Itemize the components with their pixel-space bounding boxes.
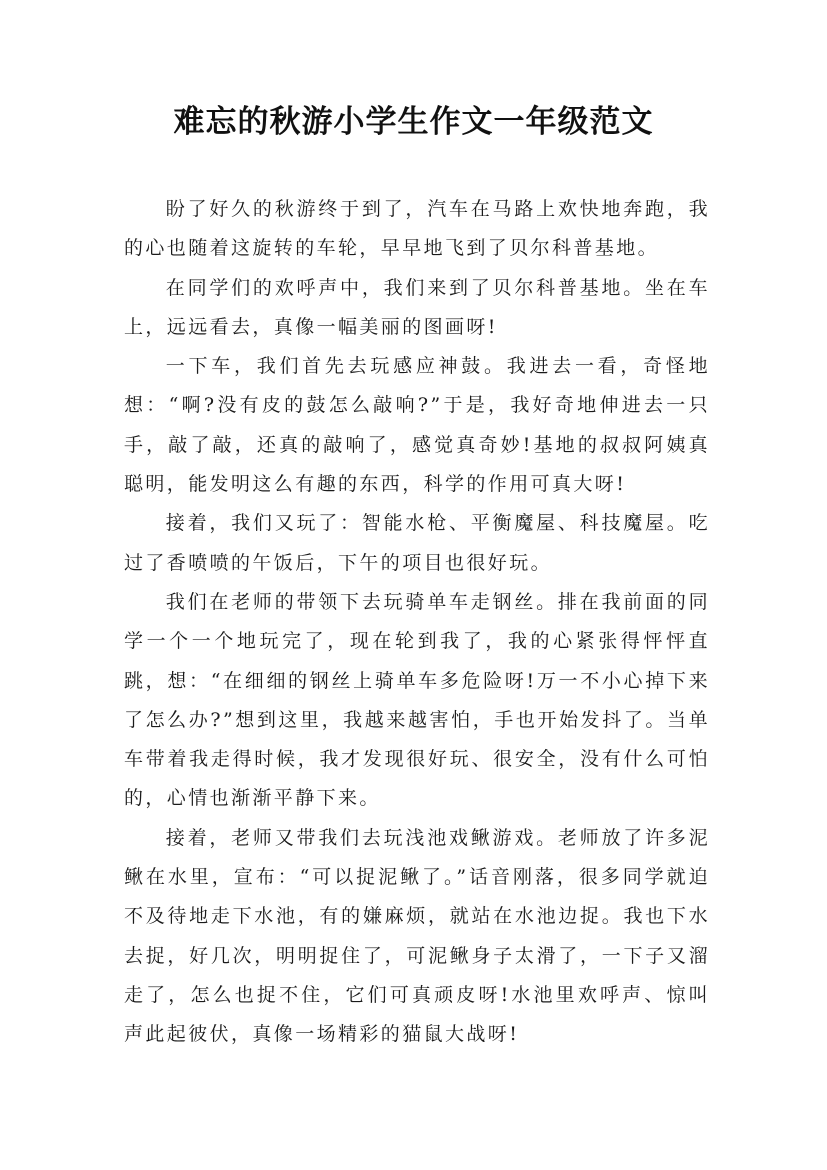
paragraph-1: 盼了好久的秋游终于到了，汽车在马路上欢快地奔跑，我的心也随着这旋转的车轮，早早地飞到了贝尔科普基地。 xyxy=(124,198,710,260)
paragraph-2: 在同学们的欢呼声中，我们来到了贝尔科普基地。坐在车上，远远看去，真像一幅美丽的图画呀! xyxy=(124,276,710,338)
document-body xyxy=(124,190,710,1055)
paragraph-5: 我们在老师的带领下去玩骑单车走钢丝。排在我前面的同学一个一个地玩完了，现在轮到我了，我的心紧张得怦怦直跳，想：“在细细的钢丝上骑单车多危险呀!万一不小心掉下来了怎么办?”想到这里，我越来越害怕，手也开始发抖了。当单车带着我走得时候，我才发现很好玩、很安全，没有什么可怕的，心情也渐渐平静下来。 xyxy=(124,590,710,810)
paragraph-6: 接着，老师又带我们去玩浅池戏鳅游戏。老师放了许多泥鳅在水里，宣布：“可以捉泥鳅了。”话音刚落，很多同学就迫不及待地走下水池，有的嫌麻烦，就站在水池边捉。我也下水去捉，好几次，明明捉住了，可泥鳅身子太滑了，一下子又溜走了，怎么也捉不住，它们可真顽皮呀!水池里欢呼声、惊叫声此起彼伏，真像一场精彩的猫鼠大战呀! xyxy=(124,826,710,1046)
document-title: 难忘的秋游小学生作文一年级范文 xyxy=(173,104,654,140)
paragraph-3: 一下车，我们首先去玩感应神鼓。我进去一看，奇怪地想：“啊?没有皮的鼓怎么敲响?”于是，我好奇地伸进去一只手，敲了敲，还真的敲响了，感觉真奇妙!基地的叔叔阿姨真聪明，能发明这么有趣的东西，科学的作用可真大呀! xyxy=(124,355,710,496)
paragraph-4: 接着，我们又玩了：智能水枪、平衡魔屋、科技魔屋。吃过了香喷喷的午饭后，下午的项目也很好玩。 xyxy=(124,512,710,574)
